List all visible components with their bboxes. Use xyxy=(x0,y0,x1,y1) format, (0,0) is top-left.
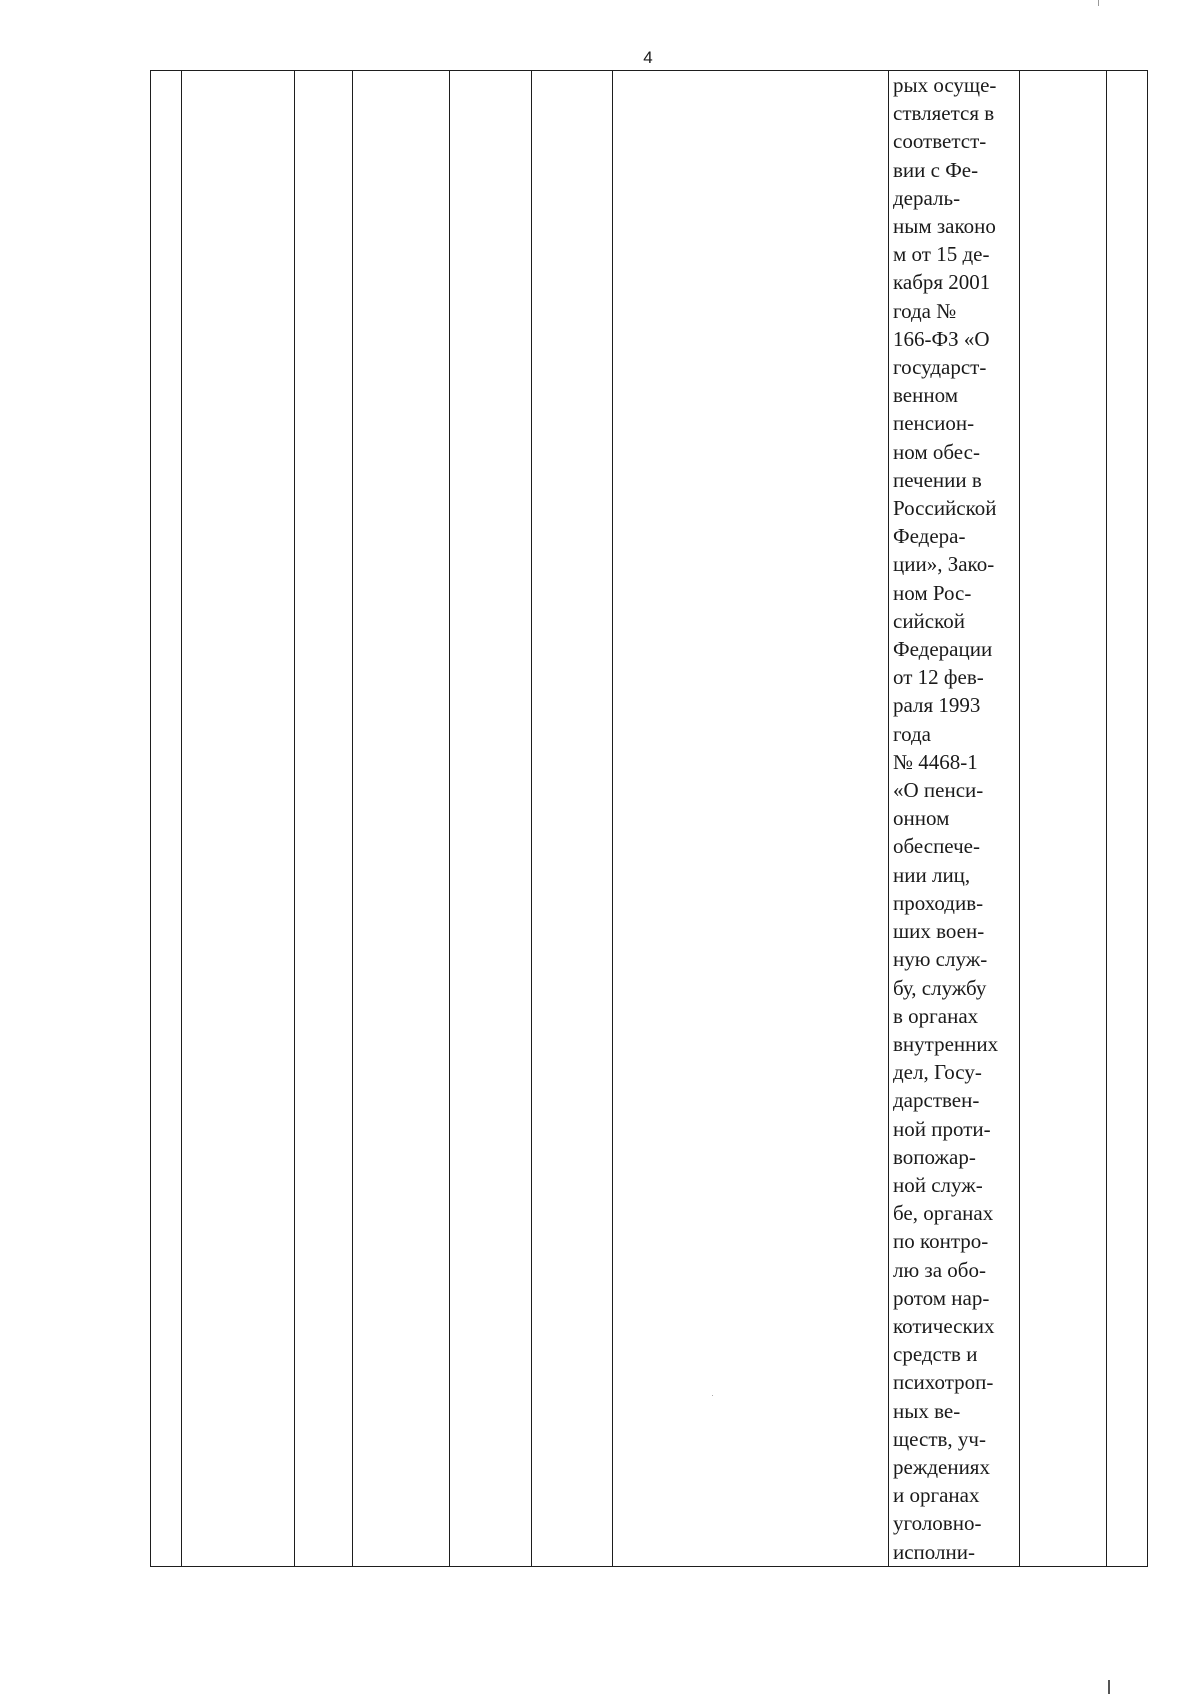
table-cell-col-4 xyxy=(353,71,450,1567)
table-cell-col-3 xyxy=(295,71,353,1567)
table-cell-col-6 xyxy=(532,71,613,1567)
table-cell-col-5 xyxy=(450,71,532,1567)
legal-basis-cell: рых осуще- ствляется в соответст- вии с Фе- дераль- ным законо м от 15 де- кабря 2001 года № 166-ФЗ «О государст- венном пенсион- ном обес- печении в Российской Федера- ции», Зако- ном Рос- сийской Федерации от 12 фев- раля 1993 года № 4468-1 «О пенси- онном обеспече- нии лиц, проходив- ших воен- ную служ- бу, службу в органах внутренних дел, Госу- дарствен- ной проти- вопожар- ной служ- бе, органах по контро- лю за обо- ротом нар- котических средств и психотроп- ных ве- ществ, уч- реждениях и органах уголовно- исполни- xyxy=(889,71,1020,1567)
table-cell-col-2 xyxy=(182,71,295,1567)
page-number: 4 xyxy=(643,48,653,67)
table-row xyxy=(151,71,1148,1567)
table-cell-col-9 xyxy=(1020,71,1107,1567)
continuation-table xyxy=(150,70,1148,1567)
table-cell-col-1 xyxy=(151,71,182,1567)
scan-speck xyxy=(712,1395,713,1396)
table-cell-col-10 xyxy=(1107,71,1148,1567)
scan-speck xyxy=(1098,0,1099,6)
scan-speck xyxy=(1108,1680,1110,1694)
table-cell-col-7 xyxy=(613,71,889,1567)
